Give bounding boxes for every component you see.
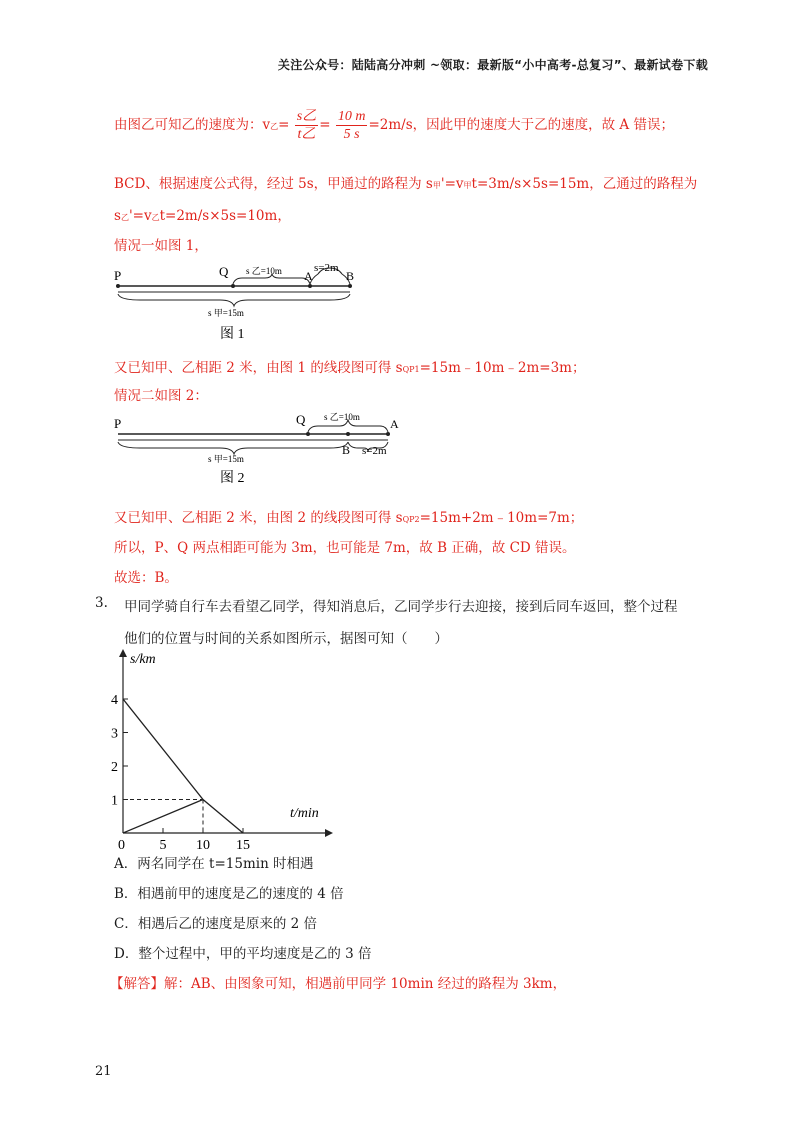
point-q: Q — [296, 412, 306, 427]
y-axis-arrow — [119, 649, 127, 657]
x-tick-label: 15 — [236, 838, 250, 850]
subscript: QP1 — [402, 365, 420, 374]
point-p: P — [114, 416, 122, 431]
question-number: 3. — [95, 595, 108, 611]
point-a: A — [390, 417, 399, 431]
text: t=3m/s×5s=15m，乙通过的路程为 — [471, 176, 698, 192]
subscript: 乙 — [151, 213, 160, 222]
figure-2 — [110, 404, 410, 490]
text: '=v — [440, 176, 464, 192]
case1-label: 情况一如图 1， — [114, 238, 208, 254]
case2-label: 情况二如图 2： — [114, 388, 208, 404]
x-axis-arrow — [325, 829, 333, 837]
speed-yi-line — [114, 108, 674, 143]
x-tick-label: 5 — [159, 838, 167, 850]
label-s-gap: s=2m — [314, 262, 339, 274]
qp1-line — [114, 356, 585, 376]
point-b: B — [342, 443, 351, 457]
figure-1-caption: 图 1 — [220, 327, 245, 342]
y-tick-label: 2 — [111, 760, 118, 775]
y-tick-label: 3 — [111, 726, 118, 742]
question-stem-1: 甲同学骑自行车去看望乙同学，得知消息后，乙同学步行去迎接，接到后同车返回，整个过程 — [124, 599, 678, 615]
equals: = — [319, 117, 331, 133]
figure-1 — [110, 256, 370, 346]
solution-tag: 【解答】 — [110, 976, 164, 992]
denominator: 5 s — [343, 127, 360, 142]
option-d[interactable]: D．整个过程中，甲的平均速度是乙的 3 倍 — [114, 946, 372, 962]
distance-yi-line — [114, 204, 291, 224]
text: s — [114, 208, 121, 224]
x-tick-label: 0 — [118, 838, 125, 850]
subscript: 甲 — [463, 181, 472, 190]
y-tick-label: 4 — [111, 693, 118, 708]
x-axis-label: t/min — [290, 806, 319, 821]
position-time-chart — [100, 645, 340, 850]
qp2-line — [114, 506, 583, 526]
numerator: s乙 — [296, 109, 317, 124]
label-s-yi: s 乙=10m — [246, 266, 282, 276]
text: '=v — [128, 208, 152, 224]
label-s-jia: s 甲=15m — [208, 454, 244, 464]
point-a: A — [304, 269, 313, 283]
conclusion-line: 所以，P、Q 两点相距可能为 3m，也可能是 7m，故 B 正确，故 CD 错误。 — [114, 540, 576, 556]
y-tick-label: 1 — [111, 793, 118, 809]
subscript: QP2 — [402, 515, 420, 524]
series-line-yi — [123, 800, 203, 834]
subscript: 乙 — [120, 213, 129, 222]
subscript: 乙 — [270, 122, 279, 131]
label-s-jia: s 甲=15m — [208, 308, 244, 318]
text: =15m+2m﹣10m=7m； — [419, 510, 584, 526]
page-number: 21 — [95, 1064, 112, 1079]
text: 又已知甲、乙相距 2 米，由图 1 的线段图可得 s — [114, 360, 403, 376]
text: 由图乙可知乙的速度为：v — [114, 117, 271, 133]
fraction-10m-over-5s — [336, 108, 368, 143]
subscript: 甲 — [432, 181, 441, 190]
page-header: 关注公众号：陆陆高分冲刺 ~领取：最新版“小中高考-总复习”、最新试卷下载 — [277, 58, 708, 72]
question-stem-2: 他们的位置与时间的关系如图所示，据图可知（ ） — [124, 631, 448, 647]
text: =2m/s，因此甲的速度大于乙的速度，故 A 错误； — [368, 117, 674, 133]
option-c[interactable]: C．相遇后乙的速度是原来的 2 倍 — [114, 916, 318, 932]
bcd-line — [114, 172, 697, 192]
label-s-gap: s=2m — [362, 445, 387, 457]
x-tick-label: 10 — [196, 838, 210, 850]
point-q: Q — [219, 264, 229, 279]
option-a[interactable]: A．两名同学在 t=15min 时相遇 — [114, 856, 314, 872]
label-s-yi: s 乙=10m — [324, 412, 360, 422]
answer-choice: 故选：B。 — [114, 570, 178, 586]
text: 又已知甲、乙相距 2 米，由图 2 的线段图可得 s — [114, 510, 403, 526]
text: =15m﹣10m﹣2m=3m； — [419, 360, 586, 376]
option-b[interactable]: B．相遇前甲的速度是乙的速度的 4 倍 — [114, 886, 344, 902]
text: BCD、根据速度公式得，经过 5s，甲通过的路程为 s — [114, 176, 433, 192]
solution-line — [110, 972, 566, 992]
fraction-s-over-t — [295, 108, 318, 143]
denominator: t乙 — [297, 127, 316, 142]
equals: = — [278, 117, 290, 133]
series-line-jia — [123, 699, 243, 833]
y-axis-label: s/km — [130, 652, 156, 667]
point-b: B — [346, 269, 355, 283]
point-p: P — [114, 268, 122, 283]
figure-2-caption: 图 2 — [220, 471, 245, 486]
solution-text: 解：AB、由图象可知，相遇前甲同学 10min 经过的路程为 3km， — [164, 976, 567, 992]
text: t=2m/s×5s=10m， — [159, 208, 291, 224]
numerator: 10 m — [337, 109, 366, 124]
